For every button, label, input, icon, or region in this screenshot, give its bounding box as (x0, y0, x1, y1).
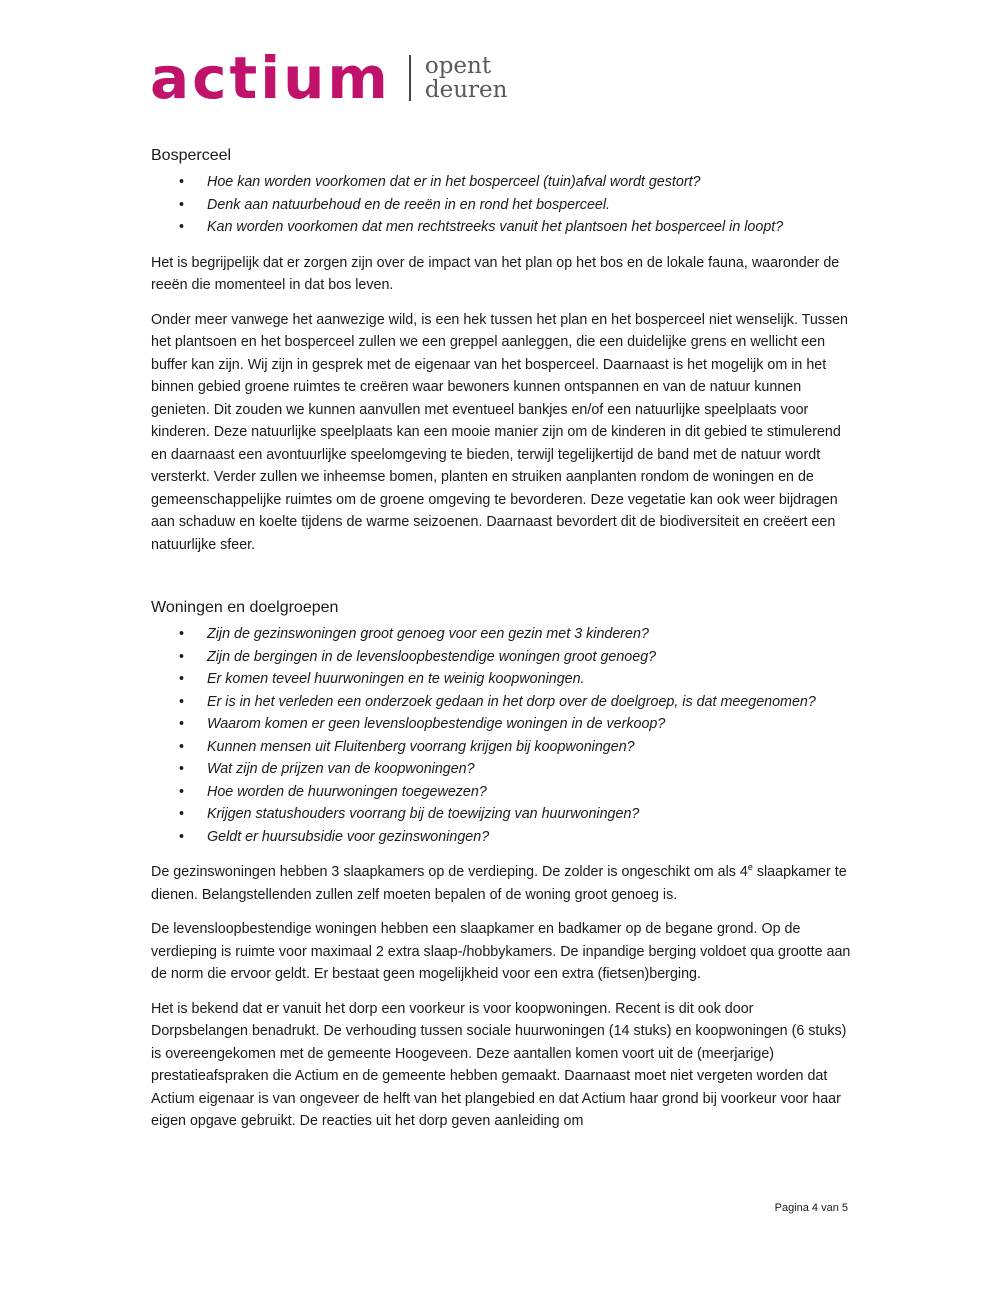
logo-tagline-line1: opent (424, 53, 492, 79)
list-item: • Er is in het verleden een onderzoek gedaan in het dorp over de doelgroep, is dat meegenomen? (207, 691, 851, 714)
paragraph: Het is begrijpelijk dat er zorgen zijn over de impact van het plan op het bos en de lokale fauna, waaronder de reeën die momenteel in dat bos leven. (151, 254, 840, 293)
question-list-bosperceel (151, 171, 851, 239)
paragraph: Het is bekend dat er vanuit het dorp een voorkeur is voor koopwoningen. Recent is dit ook door Dorpsbelangen benadrukt. De verhouding tussen sociale huurwoningen (14 stuks) en koopwoningen (6 stuks) is overeengekomen met de gemeente Hoogeveen. Deze aantallen komen voort uit de (meerjarige) prestatieafspraken die Actium en de gemeente hebben gemaakt. Daarnaast moet niet vergeten worden dat Actium eigenaar is van ongeveer de helft van het plangebied en dat Actium haar grond bij voorkeur voor haar eigen opgave gebruikt. De reacties uit het dorp geven aanleiding om (151, 1000, 847, 1129)
logo-divider (409, 55, 411, 101)
section-heading-bosperceel: Bosperceel (151, 147, 232, 164)
ordinal-superscript: e (747, 862, 753, 873)
document-body (151, 144, 851, 1133)
paragraph-text: slaapkamer te dienen. Belangstellenden zullen zelf moeten bepalen of de woning groot genoeg is. (151, 864, 847, 903)
logo-tagline (425, 54, 508, 102)
paragraph: De levensloopbestendige woningen hebben een slaapkamer en badkamer op de begane grond. Op de verdieping is ruimte voor maximaal 2 extra slaap-/hobbykamers. De inpandige berging voldoet qua grootte aan de norm die ervoor geldt. Er bestaat geen mogelijkheid voor een extra (fietsen)berging. (151, 921, 851, 982)
list-item: • Kunnen mensen uit Fluitenberg voorrang krijgen bij koopwoningen? (207, 736, 851, 759)
logo-tagline-line2: deuren (424, 77, 508, 103)
paragraph-text: De gezinswoningen hebben 3 slaapkamers op de verdieping. De zolder is ongeschikt om als 4 (151, 864, 748, 880)
list-item: • Denk aan natuurbehoud en de reeën in en rond het bosperceel. (207, 194, 851, 217)
actium-logo (150, 44, 508, 112)
list-item: • Hoe worden de huurwoningen toegewezen? (207, 781, 851, 804)
logo-wordmark: actium (150, 44, 391, 112)
list-item: • Waarom komen er geen levensloopbestendige woningen in de verkoop? (207, 713, 851, 736)
section-heading-woningen: Woningen en doelgroepen (151, 599, 339, 616)
list-item: • Krijgen statushouders voorrang bij de toewijzing van huurwoningen? (207, 803, 851, 826)
question-list-woningen (151, 623, 851, 848)
page-number: Pagina 4 van 5 (774, 1202, 848, 1214)
paragraph (151, 861, 851, 906)
list-item: • Er komen teveel huurwoningen en te weinig koopwoningen. (207, 668, 851, 691)
list-item: • Zijn de bergingen in de levensloopbestendige woningen groot genoeg? (207, 646, 851, 669)
list-item: • Hoe kan worden voorkomen dat er in het bosperceel (tuin)afval wordt gestort? (207, 171, 851, 194)
list-item: • Kan worden voorkomen dat men rechtstreeks vanuit het plantsoen het bosperceel in loopt? (207, 216, 851, 239)
paragraph: Onder meer vanwege het aanwezige wild, is een hek tussen het plan en het bosperceel niet wenselijk. Tussen het plantsoen en het bosperceel zullen we een greppel aanleggen, die een duidelijke grens en wellicht een buffer kan zijn. Wij zijn in gesprek met de eigenaar van het bosperceel. Daarnaast is het mogelijk om in het binnen gebied groene ruimtes te creëren waar bewoners kunnen ontspannen en van de natuur kunnen genieten. Dit zouden we kunnen aanvullen met eventueel bankjes en/of een natuurlijke speelplaats voor kinderen. Deze natuurlijke speelplaats kan een mooie manier zijn om de kinderen in dit gebied te stimulerend en daarnaast een avontuurlijke speelomgeving te bieden, terwijl tegelijkertijd de band met de natuur wordt versterkt. Verder zullen we inheemse bomen, planten en struiken aanplanten rondom de woningen en de gemeenschappelijke ruimtes om de groene omgeving te bevorderen. Deze vegetatie kan ook weer bijdragen aan schaduw en koelte tijdens de warme seizoenen. Daarnaast bevordert dit de biodiversiteit en creëert een natuurlijke sfeer. (151, 311, 848, 553)
list-item: • Wat zijn de prijzen van de koopwoningen? (207, 758, 851, 781)
list-item: • Zijn de gezinswoningen groot genoeg voor een gezin met 3 kinderen? (207, 623, 851, 646)
list-item: • Geldt er huursubsidie voor gezinswoningen? (207, 826, 851, 849)
